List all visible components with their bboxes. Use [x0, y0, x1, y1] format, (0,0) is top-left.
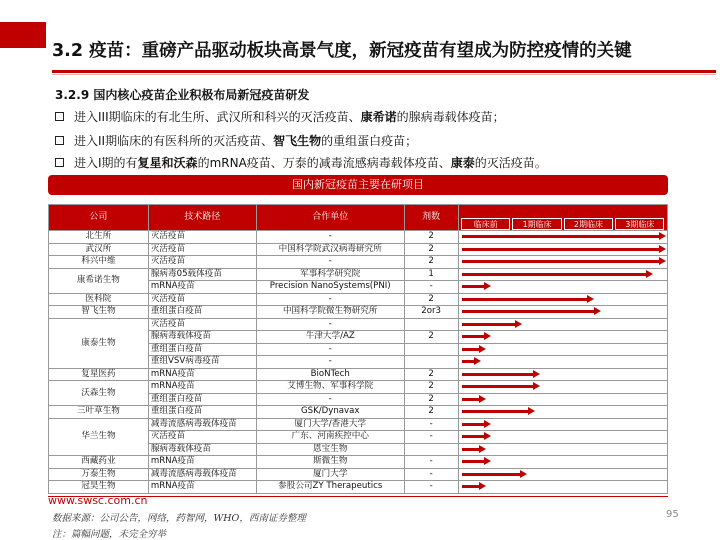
doses-cell: [404, 318, 458, 331]
company-cell: 万泰生物: [49, 468, 149, 481]
doses-cell: 2: [404, 293, 458, 306]
route-cell: 灭活疫苗: [148, 256, 256, 269]
partner-cell: Precision NanoSystems(PNI): [256, 281, 404, 294]
table-row: [49, 418, 668, 431]
title-underline: [52, 70, 716, 73]
doses-cell: [404, 443, 458, 456]
table-row: [49, 381, 668, 394]
route-cell: 灭活疫苗: [148, 243, 256, 256]
stage-progress-arrow: [462, 423, 485, 426]
stage-cell: [458, 393, 667, 406]
partner-cell: -: [256, 393, 404, 406]
doses-cell: [404, 356, 458, 369]
partner-cell: 中国科学院微生物研究所: [256, 306, 404, 319]
title-bar: [0, 0, 720, 62]
stage-progress-arrow: [462, 373, 534, 376]
partner-cell: BioNTech: [256, 368, 404, 381]
route-cell: 重组VSV病毒疫苗: [148, 356, 256, 369]
partner-cell: 军事科学研究院: [256, 268, 404, 281]
bullet-text: 的腺病毒载体疫苗；: [396, 110, 505, 124]
partner-cell: -: [256, 356, 404, 369]
stage-progress-arrow: [462, 410, 528, 413]
partner-cell: 参股公司ZY Therapeutics: [256, 481, 404, 494]
route-cell: 灭活疫苗: [148, 431, 256, 444]
bullet-text: 进入II期临床的有医科所的灭活疫苗、: [74, 134, 274, 148]
partner-cell: 厦门大学/香港大学: [256, 418, 404, 431]
company-cell: 沃森生物: [49, 381, 149, 406]
stage-cell: [458, 443, 667, 456]
route-cell: 重组蛋白疫苗: [148, 393, 256, 406]
stage-cell: [458, 343, 667, 356]
title-accent-block: [0, 22, 46, 48]
stage-progress-arrow: [462, 435, 485, 438]
stage-progress-arrow: [462, 360, 475, 363]
company-cell: 医科院: [49, 293, 149, 306]
bullet-item: [55, 132, 417, 149]
page-title: 3.2 疫苗：重磅产品驱动板块高景气度，新冠疫苗有望成为防控疫情的关键: [52, 41, 632, 61]
route-cell: 重组蛋白疫苗: [148, 306, 256, 319]
stage-label: 2期临床: [564, 218, 613, 230]
header-route: 技术路径: [148, 205, 256, 231]
stage-progress-arrow: [462, 235, 659, 238]
partner-cell: -: [256, 256, 404, 269]
route-cell: 重组蛋白疫苗: [148, 406, 256, 419]
table-row: [49, 318, 668, 331]
doses-cell: 2: [404, 381, 458, 394]
doses-cell: -: [404, 281, 458, 294]
stage-progress-arrow: [462, 398, 480, 401]
doses-cell: 2: [404, 406, 458, 419]
table-row: [49, 468, 668, 481]
table-row: [49, 456, 668, 469]
route-cell: 腺病毒载体疫苗: [148, 331, 256, 344]
bullet-text: 的灭活疫苗。: [474, 156, 547, 170]
bullet-text: 进入I期的有: [74, 156, 138, 170]
partner-cell: -: [256, 343, 404, 356]
stage-label: 1期临床: [512, 218, 561, 230]
stage-progress-arrow: [462, 460, 485, 463]
footnote: 注：篇幅问题，未完全穷举: [52, 529, 167, 540]
partner-cell: GSK/Dynavax: [256, 406, 404, 419]
checkbox-bullet-icon: [55, 158, 64, 167]
route-cell: 灭活疫苗: [148, 293, 256, 306]
stage-progress-arrow: [462, 248, 659, 251]
bullet-item: [55, 154, 547, 171]
bullet-text: 进入III期临床的有北生所、武汉所和科兴的灭活疫苗、: [74, 110, 361, 124]
route-cell: 减毒流感病毒载体疫苗: [148, 418, 256, 431]
bullet-text: 的重组蛋白疫苗；: [321, 134, 418, 148]
doses-cell: 1: [404, 268, 458, 281]
section-heading: 3.2.9 国内核心疫苗企业积极布局新冠疫苗研发: [55, 88, 310, 102]
table-row: [49, 406, 668, 419]
route-cell: mRNA疫苗: [148, 456, 256, 469]
company-cell: 康希诺生物: [49, 268, 149, 293]
doses-cell: 2: [404, 243, 458, 256]
route-cell: 灭活疫苗: [148, 231, 256, 244]
route-cell: 腺病毒载体疫苗: [148, 443, 256, 456]
table-row: [49, 368, 668, 381]
company-cell: 北生所: [49, 231, 149, 244]
company-cell: 复星医药: [49, 368, 149, 381]
partner-cell: 艾博生物、军事科学院: [256, 381, 404, 394]
stage-cell: [458, 481, 667, 494]
bullet-emphasis: 复星和沃森: [137, 156, 198, 170]
partner-cell: -: [256, 293, 404, 306]
doses-cell: -: [404, 468, 458, 481]
stage-label: 临床前: [461, 218, 510, 230]
partner-cell: 恩宝生物: [256, 443, 404, 456]
bullet-emphasis: 康希诺: [360, 110, 397, 124]
route-cell: 灭活疫苗: [148, 318, 256, 331]
stage-progress-arrow: [462, 473, 521, 476]
stage-progress-arrow: [462, 348, 480, 351]
header-partner: 合作单位: [256, 205, 404, 231]
table-row: [49, 481, 668, 494]
doses-cell: -: [404, 481, 458, 494]
stage-progress-arrow: [462, 323, 516, 326]
doses-cell: -: [404, 456, 458, 469]
source-note: 数据来源：公司公告，网络，药智网，WHO，西南证券整理: [52, 513, 306, 524]
doses-cell: 2: [404, 231, 458, 244]
page-number: 95: [666, 509, 679, 520]
company-cell: 华兰生物: [49, 418, 149, 456]
stage-cell: [458, 356, 667, 369]
doses-cell: 2: [404, 368, 458, 381]
doses-cell: -: [404, 418, 458, 431]
partner-cell: 斯微生物: [256, 456, 404, 469]
partner-cell: 广东、河南疾控中心: [256, 431, 404, 444]
stage-progress-arrow: [462, 385, 534, 388]
company-cell: 冠昊生物: [49, 481, 149, 494]
partner-cell: 中国科学院武汉病毒研究所: [256, 243, 404, 256]
company-cell: 康泰生物: [49, 318, 149, 368]
doses-cell: 2: [404, 331, 458, 344]
company-cell: 武汉所: [49, 243, 149, 256]
doses-cell: 2or3: [404, 306, 458, 319]
bullet-text: 的mRNA疫苗、万泰的减毒流感病毒载体疫苗、: [197, 156, 451, 170]
title-underline-thin: [52, 74, 716, 75]
stage-progress-arrow: [462, 298, 588, 301]
doses-cell: -: [404, 431, 458, 444]
route-cell: 减毒流感病毒载体疫苗: [148, 468, 256, 481]
company-cell: 西藏药业: [49, 456, 149, 469]
route-cell: mRNA疫苗: [148, 481, 256, 494]
bullet-emphasis: 智飞生物: [273, 134, 322, 148]
table-banner: 国内新冠疫苗主要在研项目: [48, 175, 668, 195]
route-cell: 腺病毒05载体疫苗: [148, 268, 256, 281]
stage-progress-arrow: [462, 485, 480, 488]
bullet-emphasis: 康泰: [450, 156, 475, 170]
doses-cell: 2: [404, 393, 458, 406]
stage-progress-arrow: [462, 448, 480, 451]
company-cell: 科兴中维: [49, 256, 149, 269]
stage-progress-arrow: [462, 310, 595, 313]
stage-progress-arrow: [462, 285, 485, 288]
checkbox-bullet-icon: [55, 136, 64, 145]
header-doses: 剂数: [404, 205, 458, 231]
stage-label: 3期临床: [615, 218, 664, 230]
doses-cell: 2: [404, 256, 458, 269]
bullet-item: [55, 108, 505, 125]
route-cell: 重组蛋白疫苗: [148, 343, 256, 356]
doses-cell: [404, 343, 458, 356]
company-cell: 三叶草生物: [49, 406, 149, 419]
route-cell: mRNA疫苗: [148, 281, 256, 294]
partner-cell: -: [256, 318, 404, 331]
header-company: 公司: [49, 205, 149, 231]
stage-progress-arrow: [462, 260, 659, 263]
company-cell: 智飞生物: [49, 306, 149, 319]
partner-cell: -: [256, 231, 404, 244]
route-cell: mRNA疫苗: [148, 368, 256, 381]
stage-progress-arrow: [462, 335, 485, 338]
footer-url[interactable]: www.swsc.com.cn: [48, 494, 148, 507]
partner-cell: 厦门大学: [256, 468, 404, 481]
partner-cell: 牛津大学/AZ: [256, 331, 404, 344]
route-cell: mRNA疫苗: [148, 381, 256, 394]
checkbox-bullet-icon: [55, 112, 64, 121]
stage-progress-arrow: [462, 273, 647, 276]
